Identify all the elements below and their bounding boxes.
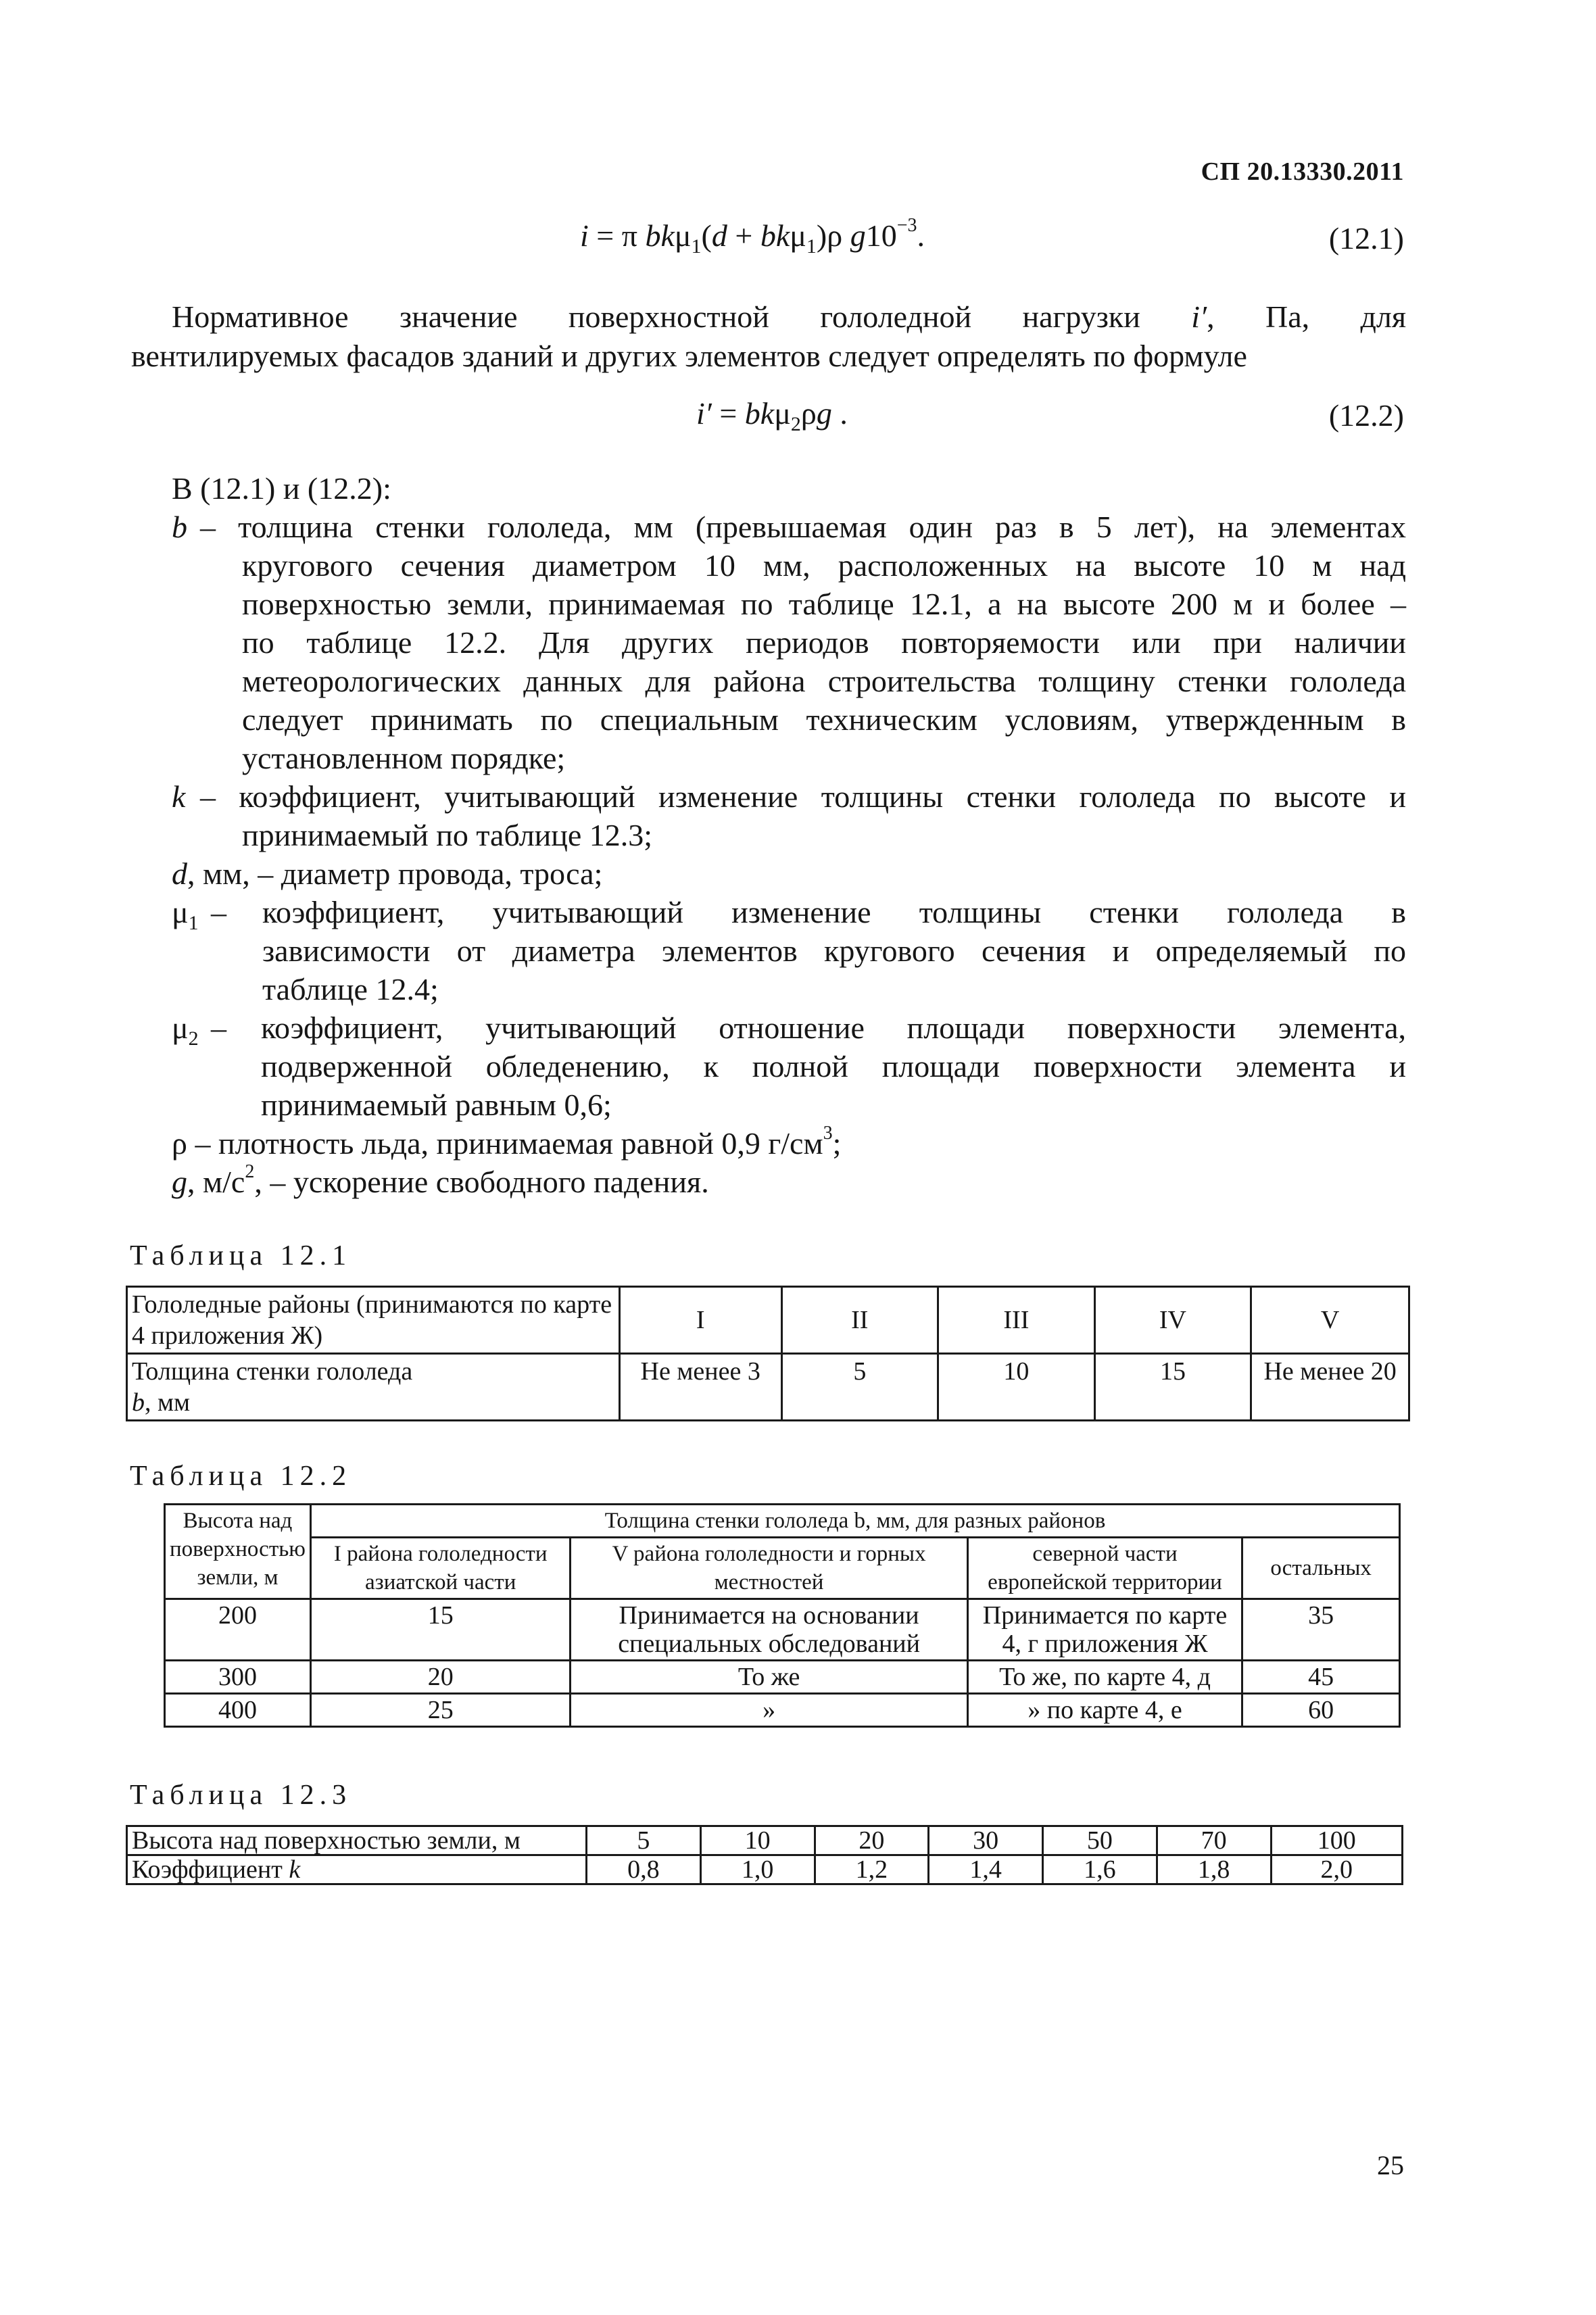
page-number: 25 xyxy=(1377,2150,1404,2180)
def-k: k – коэффициент, учитывающий изменение толщины стенки гололеда по высоте и принимаемый по таблице 12.3; xyxy=(172,779,1406,852)
table-12-1 xyxy=(126,1286,1410,1421)
intro-line1-tail: , Па, для xyxy=(1207,299,1407,334)
intro-line1: Нормативное значение поверхностной гололедной нагрузки xyxy=(172,299,1140,334)
document-code: СП 20.13330.2011 xyxy=(1201,157,1404,186)
table-12-2-col-height: Высота над поверхностью земли, м xyxy=(165,1505,311,1599)
table-row xyxy=(165,1505,1400,1538)
def-d: d, мм, – диаметр провода, троса; xyxy=(172,856,603,891)
definitions-list xyxy=(172,469,1406,1201)
def-g: g, $м/с^2$, – ускорение свободного падения. xyxy=(172,1161,709,1199)
table-row: 200 15 Принимается на основании специальных обследований Принимается по карте 4, г приложения Ж 35 xyxy=(165,1599,1400,1661)
table-row: Толщина стенки гололеда b, мм Не менее 3 5 10 15 Не менее 20 xyxy=(127,1354,1409,1421)
intro-line2: вентилируемых фасадов зданий и других элементов следует определять по формуле xyxy=(131,339,1247,373)
table-row: I района гололедности азиатской части V района гололедности и горных местностей северной части европейской территории остальных xyxy=(165,1538,1400,1599)
table-row: 400 25 » » по карте 4, е 60 xyxy=(165,1694,1400,1727)
table-12-2-group-header: Толщина стенки гололеда b, мм, для разных районов xyxy=(310,1505,1399,1538)
table-12-3 xyxy=(126,1825,1403,1885)
intro-paragraph: Нормативное значение поверхностной гололедной нагрузки i′, Па, для вентилируемых фасадов зданий и других элементов следует определять по формуле xyxy=(172,297,1406,376)
def-mu1: $\mu_1$ – коэффициент, учитывающий изменение толщины стенки гололеда в зависимости от диаметра элементов кругового сечения и определяемый по таблице 12.4; xyxy=(172,895,1406,1006)
table-row: Высота над поверхностью земли, м 5 10 20 30 50 70 100 xyxy=(127,1826,1403,1855)
def-rho: ρ – плотность льда, принимаемая равной 0,9 $г/см^3$; xyxy=(172,1123,842,1161)
table-12-1-caption: Таблица 12.1 xyxy=(130,1240,352,1271)
table-12-3-caption: Таблица 12.3 xyxy=(130,1780,352,1811)
formula-12-2-number: (12.2) xyxy=(1328,398,1404,433)
table-12-1-header-thickness: Толщина стенки гололеда b, мм xyxy=(127,1354,620,1421)
formula-12-1-number: (12.1) xyxy=(1328,221,1404,255)
def-mu2: $\mu_2$ – коэффициент, учитывающий отношение площади поверхности элемента, подверженной обледенению, к полной площади поверхности элемента и принимаемый равным 0,6; xyxy=(172,1010,1406,1122)
table-12-2 xyxy=(164,1503,1401,1728)
table-row: 300 20 То же То же, по карте 4, д 45 xyxy=(165,1661,1400,1694)
definitions-lead: В (12.1) и (12.2): xyxy=(172,471,391,506)
formula-12-2: i′ = bkμ$_2$ρg . xyxy=(696,396,848,435)
table-12-2-caption: Таблица 12.2 xyxy=(130,1461,352,1492)
formula-12-1: i = π bkμ$_1$(d + bkμ$_1$)ρ $g10^{-3}$. xyxy=(580,215,925,258)
def-b: b – толщина стенки гололеда, мм (превышаемая один раз в 5 лет), на элементах кругового сечения диаметром 10 мм, расположенных на высоте 10 м над поверхностью земли, принимаемая по таблице 12.1, а на высоте 200 м и более – по таблице 12.2. Для других периодов повторяемости или при наличии метеорологических данных для района строительства толщину стенки гололеда следует принимать по специальным техническим условиям, утвержденным в установленном порядке; xyxy=(172,510,1406,775)
table-12-1-header-regions: Гололедные районы (принимаются по карте 4 приложения Ж) xyxy=(127,1287,620,1354)
table-row: Гололедные районы (принимаются по карте 4 приложения Ж) I II III IV V xyxy=(127,1287,1409,1354)
table-row: Коэффициент k 0,8 1,0 1,2 1,4 1,6 1,8 2,0 xyxy=(127,1855,1403,1884)
